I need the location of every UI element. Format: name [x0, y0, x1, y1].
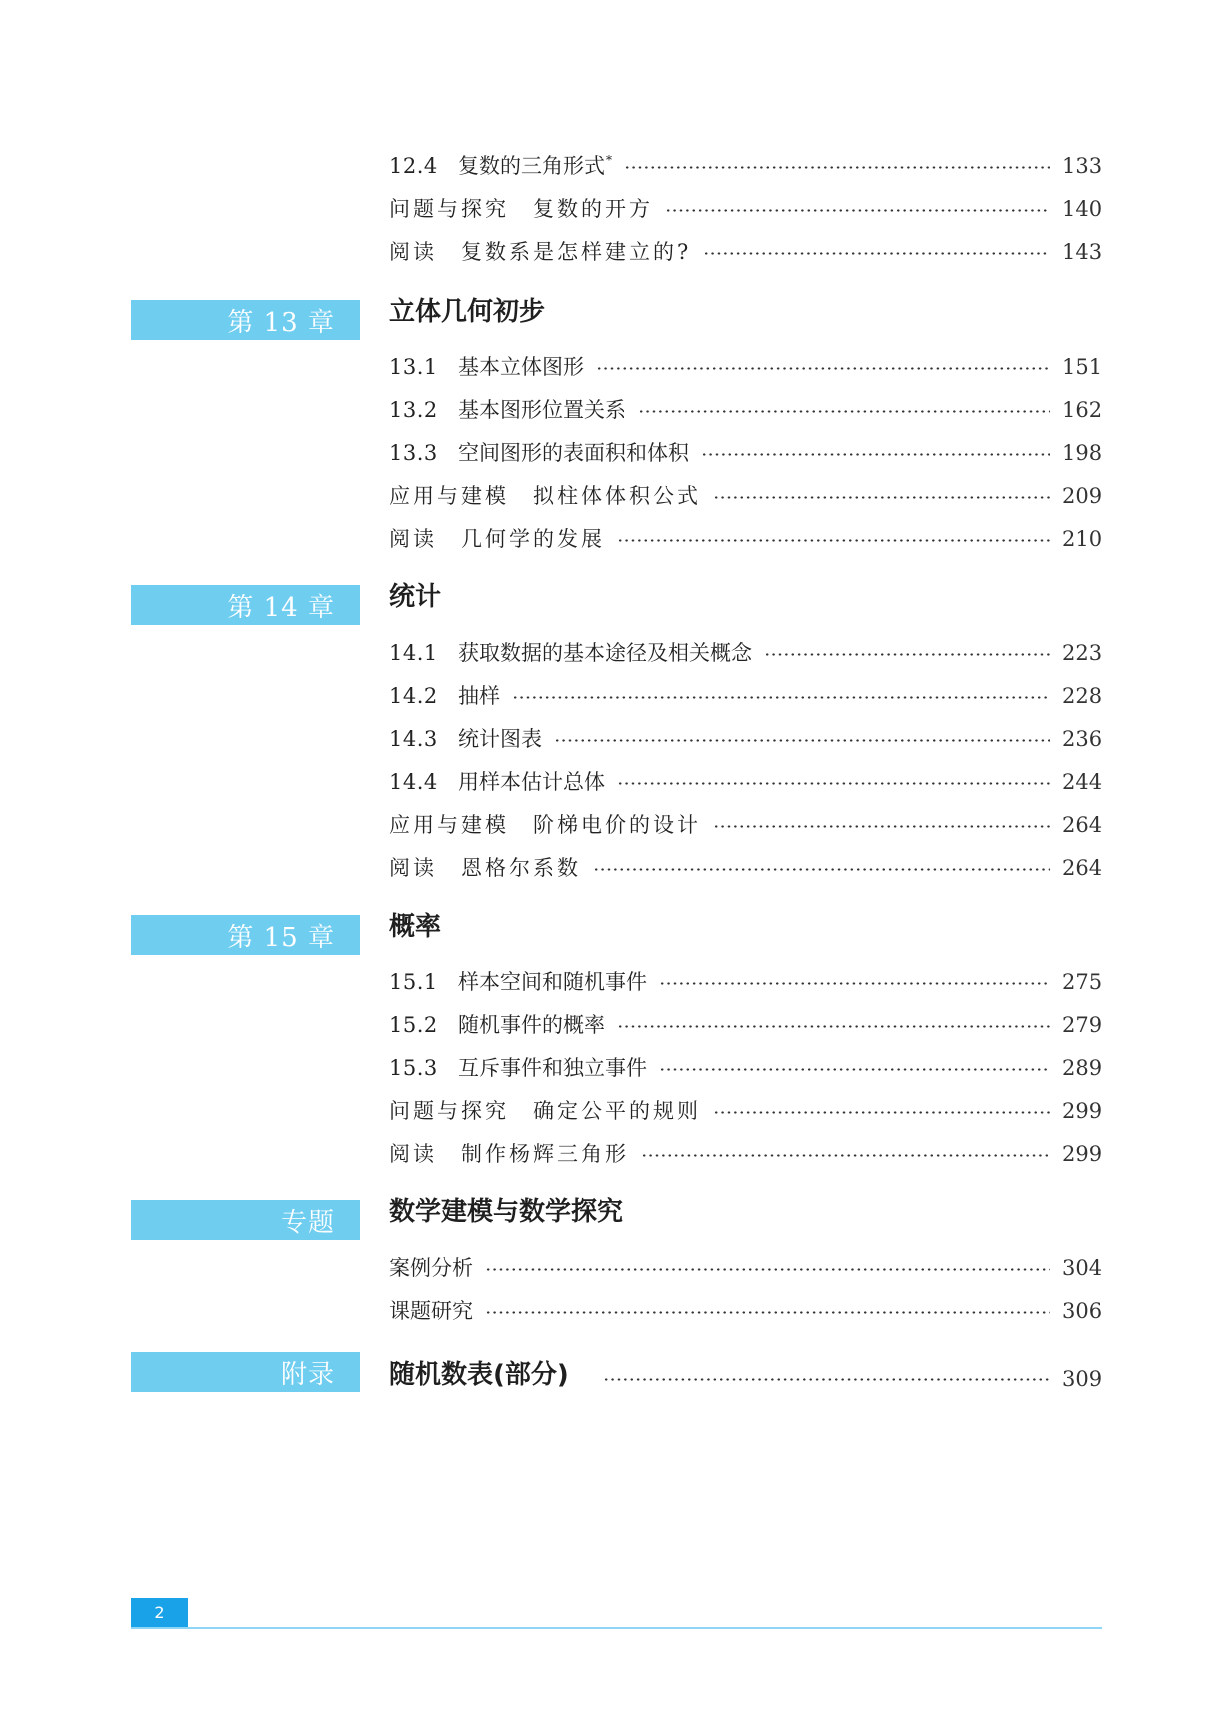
dot-leader: [713, 825, 1050, 828]
dot-leader: [624, 166, 1050, 169]
dot-leader: [596, 367, 1050, 370]
entry-title: 阅读 恩格尔系数: [389, 856, 581, 880]
dot-leader: [764, 653, 1050, 656]
entry-title: 阅读 复数系是怎样建立的?: [389, 240, 692, 264]
toc-entry[interactable]: [389, 1251, 1102, 1285]
toc-entry[interactable]: [389, 393, 1102, 427]
toc-entry[interactable]: [389, 1294, 1102, 1328]
chapter-14-label: 第 14 章: [131, 585, 360, 625]
entry-page-number: 143: [1062, 240, 1103, 264]
entry-page-number: 210: [1062, 527, 1103, 551]
entry-page-number: 275: [1062, 970, 1103, 994]
entry-title: 阅读 制作杨辉三角形: [389, 1142, 629, 1166]
entry-title: 基本图形位置关系: [458, 398, 626, 422]
entry-number: 14.4: [389, 770, 438, 794]
entry-title: 样本空间和随机事件: [458, 970, 647, 994]
entry-number: 13.1: [389, 355, 438, 379]
chapter-15-label: 第 15 章: [131, 915, 360, 955]
entry-page-number: 236: [1062, 727, 1103, 751]
special-topic-label: 专题: [131, 1200, 360, 1240]
chapter-14-title[interactable]: 统计: [389, 582, 442, 612]
dot-leader: [638, 410, 1050, 413]
entry-title: 获取数据的基本途径及相关概念: [458, 641, 752, 665]
entry-title: 互斥事件和独立事件: [458, 1056, 647, 1080]
entry-page-number: 264: [1062, 813, 1103, 837]
page-number-badge: 2: [131, 1598, 188, 1627]
entry-page-number: 299: [1062, 1099, 1103, 1123]
optional-star: *: [606, 153, 612, 167]
toc-entry[interactable]: [389, 436, 1102, 470]
toc-entry[interactable]: [389, 965, 1102, 999]
entry-title: 抽样: [458, 684, 500, 708]
entry-page-number: 140: [1062, 197, 1103, 221]
entry-number: 14.3: [389, 727, 438, 751]
dot-leader: [617, 1025, 1050, 1028]
entry-title: 阅读 几何学的发展: [389, 527, 605, 551]
toc-entry[interactable]: [389, 636, 1102, 670]
entry-title: 应用与建模 阶梯电价的设计: [389, 813, 701, 837]
toc-entry[interactable]: [389, 149, 1102, 183]
toc-entry[interactable]: [389, 1051, 1102, 1085]
entry-page-number: 228: [1062, 684, 1103, 708]
entry-page-number: 223: [1062, 641, 1103, 665]
entry-title: 用样本估计总体: [458, 770, 605, 794]
toc-entry[interactable]: [389, 192, 1102, 226]
entry-page-number: 162: [1062, 398, 1103, 422]
appendix-entry[interactable]: [389, 1355, 1102, 1395]
entry-page-number: 289: [1062, 1056, 1103, 1080]
dot-leader: [554, 739, 1050, 742]
dot-leader: [603, 1378, 1050, 1381]
entry-page-number: 279: [1062, 1013, 1103, 1037]
dot-leader: [512, 696, 1050, 699]
toc-entry[interactable]: [389, 522, 1102, 556]
toc-entry[interactable]: [389, 350, 1102, 384]
dot-leader: [617, 539, 1050, 542]
entry-number: 15.2: [389, 1013, 438, 1037]
toc-entry[interactable]: [389, 722, 1102, 756]
entry-page-number: 198: [1062, 441, 1103, 465]
toc-entry[interactable]: [389, 479, 1102, 513]
dot-leader: [593, 868, 1050, 871]
toc-entry[interactable]: [389, 851, 1102, 885]
entry-title: 应用与建模 拟柱体体积公式: [389, 484, 701, 508]
entry-title: 基本立体图形: [458, 355, 584, 379]
entry-number: 13.2: [389, 398, 438, 422]
entry-page-number: 264: [1062, 856, 1103, 880]
entry-number: 15.1: [389, 970, 438, 994]
dot-leader: [703, 252, 1050, 255]
chapter-13-title[interactable]: 立体几何初步: [389, 297, 546, 327]
dot-leader: [665, 209, 1050, 212]
entry-number: 14.2: [389, 684, 438, 708]
dot-leader: [485, 1311, 1050, 1314]
chapter-13-label: 第 13 章: [131, 300, 360, 340]
toc-entry[interactable]: [389, 808, 1102, 842]
dot-leader: [659, 982, 1050, 985]
entry-page-number: 209: [1062, 484, 1103, 508]
toc-entry[interactable]: [389, 1094, 1102, 1128]
toc-entry[interactable]: [389, 235, 1102, 269]
special-topic-title[interactable]: 数学建模与数学探究: [389, 1197, 624, 1227]
entry-title: 问题与探究 确定公平的规则: [389, 1099, 701, 1123]
appendix-label: 附录: [131, 1352, 360, 1392]
dot-leader: [659, 1068, 1050, 1071]
entry-number: 15.3: [389, 1056, 438, 1080]
entry-page-number: 309: [1062, 1367, 1103, 1391]
toc-entry[interactable]: [389, 679, 1102, 713]
toc-entry[interactable]: [389, 1137, 1102, 1171]
entry-page-number: 306: [1062, 1299, 1103, 1323]
entry-title: 统计图表: [458, 727, 542, 751]
entry-title: 课题研究: [389, 1299, 473, 1323]
entry-page-number: 133: [1062, 154, 1103, 178]
entry-number: 12.4: [389, 154, 438, 178]
chapter-15-title[interactable]: 概率: [389, 912, 442, 942]
appendix-title: 随机数表(部分): [389, 1360, 569, 1390]
entry-number: 14.1: [389, 641, 438, 665]
entry-title: 案例分析: [389, 1256, 473, 1280]
entry-page-number: 304: [1062, 1256, 1103, 1280]
toc-entry[interactable]: [389, 765, 1102, 799]
footer-rule: [131, 1627, 1102, 1629]
dot-leader: [641, 1154, 1050, 1157]
entry-page-number: 299: [1062, 1142, 1103, 1166]
entry-title: 复数的三角形式*: [458, 153, 612, 178]
dot-leader: [713, 496, 1050, 499]
dot-leader: [701, 453, 1050, 456]
entry-title: 问题与探究 复数的开方: [389, 197, 653, 221]
toc-entry[interactable]: [389, 1008, 1102, 1042]
entry-number: 13.3: [389, 441, 438, 465]
entry-page-number: 151: [1062, 355, 1103, 379]
dot-leader: [713, 1111, 1050, 1114]
dot-leader: [485, 1268, 1050, 1271]
entry-title: 随机事件的概率: [458, 1013, 605, 1037]
entry-title: 空间图形的表面积和体积: [458, 441, 689, 465]
dot-leader: [617, 782, 1050, 785]
entry-page-number: 244: [1062, 770, 1103, 794]
